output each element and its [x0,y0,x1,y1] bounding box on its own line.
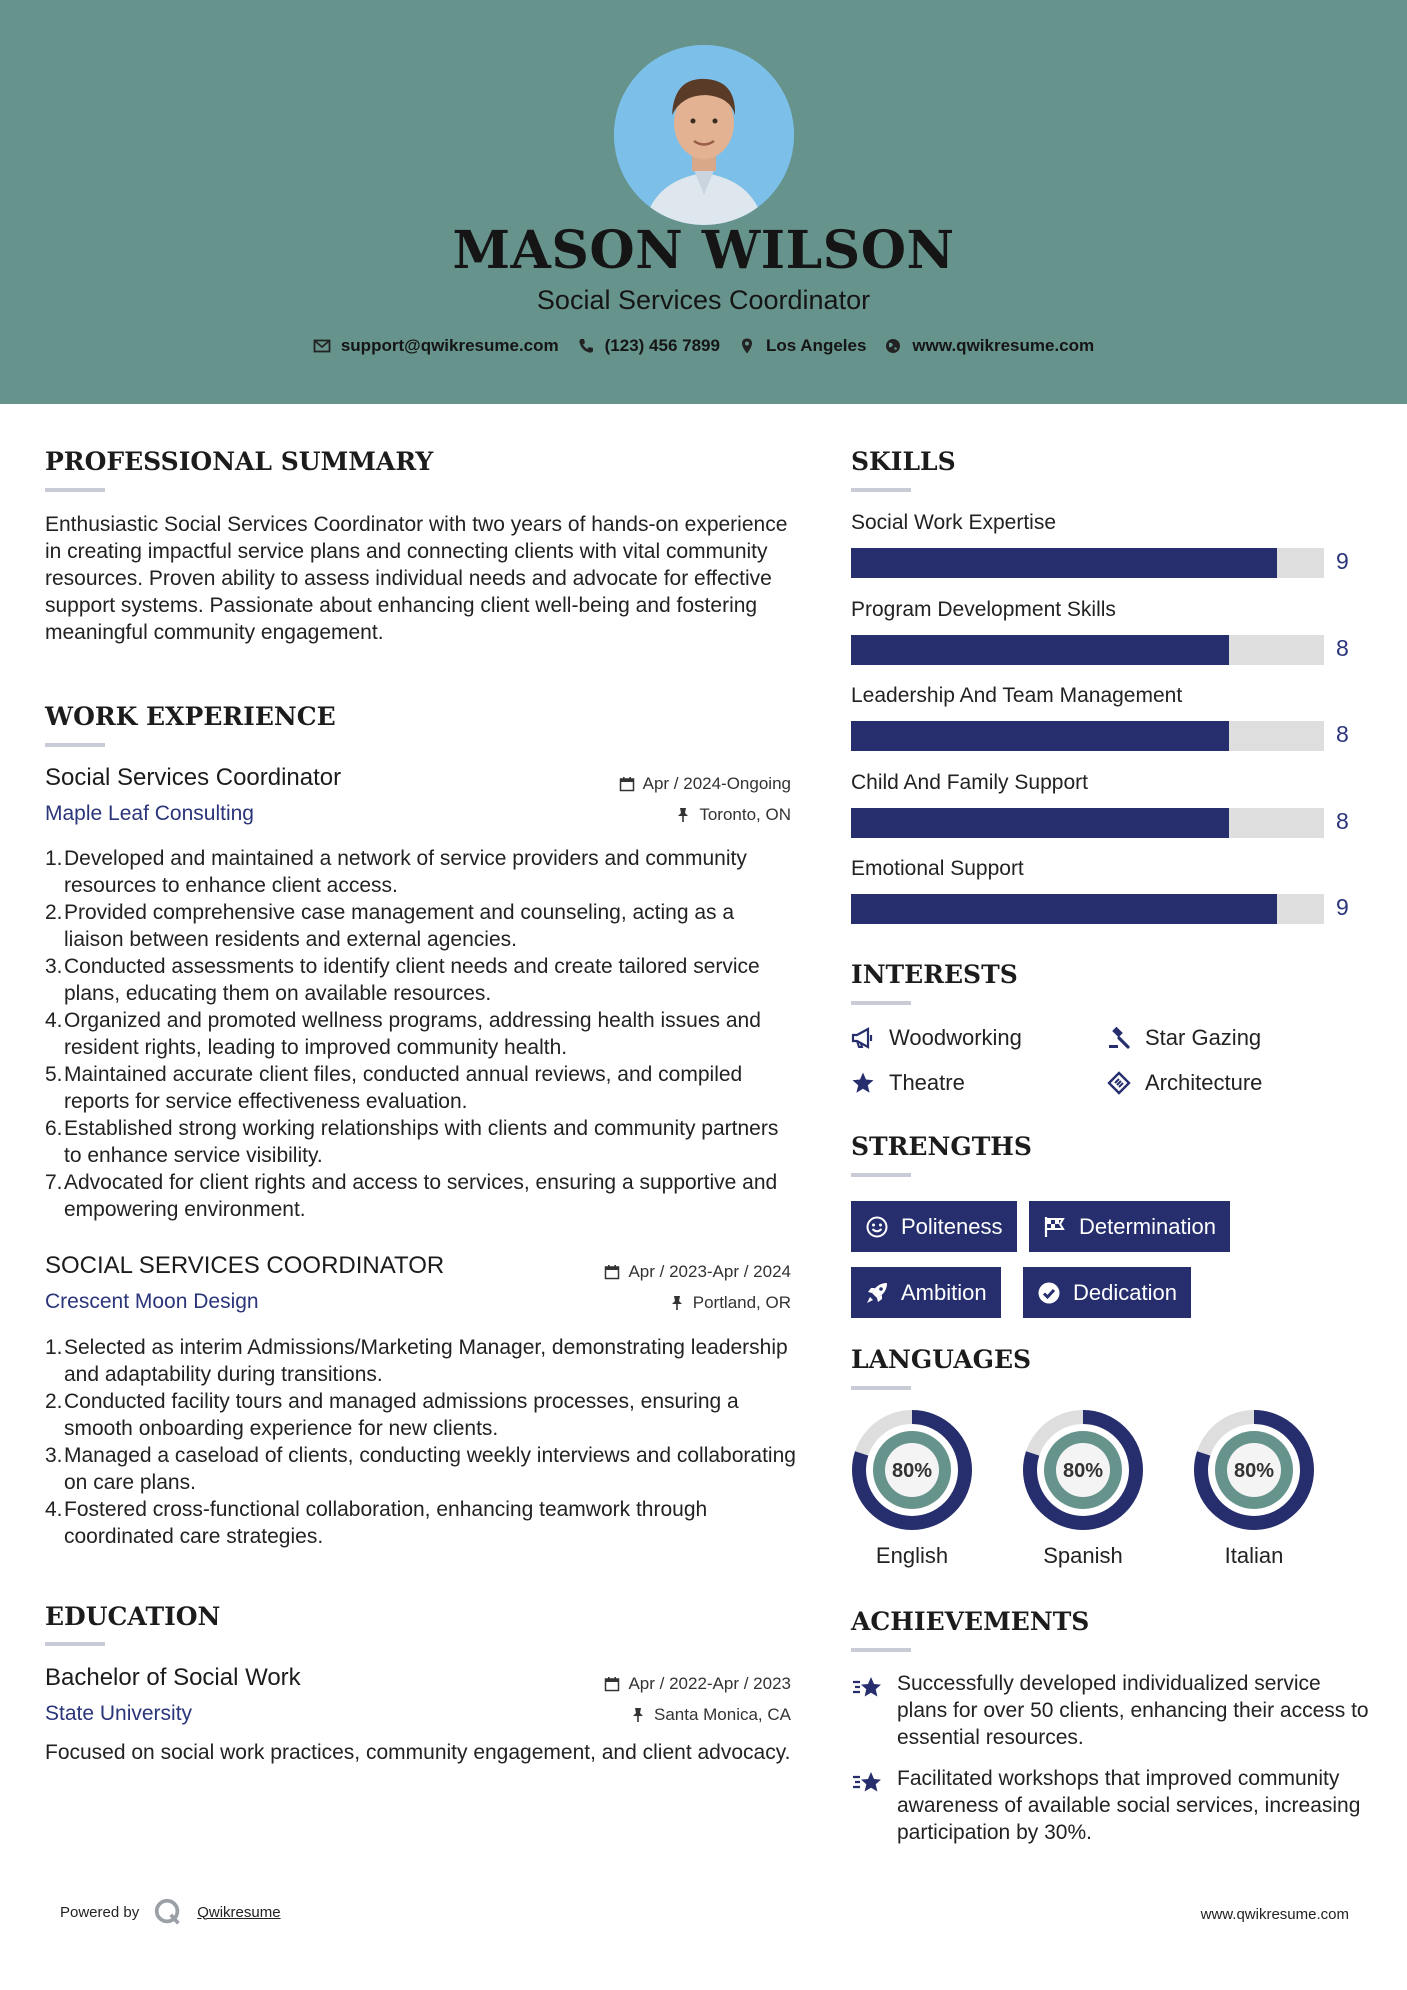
list-item: 1. Selected as interim Admissions/Marketing Manager, demonstrating leadership and adaptability during transitions. [45,1336,788,1386]
list-item: 6. Established strong working relationships with clients and community partners to enhance service visibility. [45,1117,779,1167]
list-item: 3. Conducted assessments to identify client needs and create tailored service plans, educating them on available resources. [45,955,760,1005]
education-header [45,1662,791,1732]
interests-rule [851,1001,911,1005]
job-date [619,774,791,794]
language-item [1022,1409,1144,1569]
pushpin-icon [669,1295,685,1311]
skill-value: 8 [1336,721,1349,747]
language-name: Spanish [1043,1543,1123,1568]
skill-bar [851,721,1324,751]
website-text: www.qwikresume.com [912,336,1095,355]
skill-label: Program Development Skills [851,597,1116,621]
powered-by-text: Powered by [60,1903,140,1921]
contact-website[interactable] [884,336,1094,356]
education-date [604,1674,791,1694]
qwikresume-logo-icon [153,1897,183,1927]
job-company: Crescent Moon Design [45,1290,259,1313]
job-location-text: Portland, OR [692,1293,791,1312]
job-location [675,805,791,825]
contact-phone[interactable] [577,336,720,356]
phone-text: (123) 456 7899 [604,336,720,355]
job-header [45,1250,791,1320]
strengths-heading: STRENGTHS [851,1132,1032,1161]
achievement-item: Successfully developed individualized service plans for over 50 clients, enhancing their access to essential resources. [851,1670,1371,1751]
education-rule [45,1642,105,1646]
calendar-icon [604,1676,620,1692]
degree-title: Bachelor of Social Work [45,1664,301,1691]
job-location [669,1293,791,1313]
school-name: State University [45,1702,193,1725]
strengths-rule [851,1173,911,1177]
job-title: Social Services Coordinator [45,764,342,791]
job-duties-list [45,845,797,1223]
gavel-icon [1107,1026,1131,1050]
interest-item: Woodworking [851,1025,1022,1051]
summary-rule [45,488,105,492]
language-donut [1193,1409,1315,1531]
experience-heading: WORK EXPERIENCE [45,702,336,731]
map-pin-icon [738,337,756,355]
language-item [851,1409,973,1569]
person-portrait-icon [614,45,794,225]
job-date [604,1262,791,1282]
job-location-text: Toronto, ON [699,805,791,824]
skill-label: Leadership And Team Management [851,684,1183,707]
smile-icon [865,1215,889,1239]
job-company: Maple Leaf Consulting [45,802,254,825]
skill-bar [851,894,1324,924]
summary-text: Enthusiastic Social Services Coordinator with two years of hands-on experience in creating impactful service plans and connecting clients with vital community resources. Proven ability to assess individual needs and advocate for effective support systems. Passionate about enhancing client well-being and fostering meaningful community engagement. [45,513,788,644]
language-item [1193,1409,1315,1569]
skill-value: 8 [1336,807,1349,834]
globe-icon [884,337,902,355]
list-item: 3. Managed a caseload of clients, conducting weekly interviews and collaborating on care plans. [45,1444,796,1494]
education-date-text: Apr / 2022-Apr / 2023 [628,1674,791,1693]
languages-rule [851,1386,911,1390]
language-name: Italian [1224,1543,1284,1568]
summary-heading: PROFESSIONAL SUMMARY [45,447,434,476]
list-item: 4. Fostered cross-functional collaboration, enhancing teamwork through coordinated care strategies. [45,1498,708,1548]
footer-url[interactable]: www.qwikresume.com [1200,1906,1349,1923]
strength-badge: Dedication [1023,1267,1191,1318]
education-description: Focused on social work practices, community engagement, and client advocacy. [45,1741,791,1764]
education-location-text: Santa Monica, CA [653,1705,791,1724]
pushpin-icon [630,1707,646,1723]
interest-item: Star Gazing [1107,1025,1261,1051]
list-item: 1. Developed and maintained a network of service providers and community resources to enhance client access. [45,847,747,897]
contact-bar [0,336,1407,356]
envelope-icon [313,337,331,355]
donut-label: 80% [1233,1460,1275,1482]
list-item: 4. Organized and promoted wellness programs, addressing health issues and resident rights, leading to improved community health. [45,1009,761,1059]
rocket-icon [865,1281,889,1305]
skill-value: 9 [1336,548,1349,574]
experience-rule [45,743,105,747]
education-heading: EDUCATION [45,1602,221,1631]
job-header [45,762,791,832]
job-duties-list [45,1334,797,1550]
skill-bar [851,808,1324,838]
list-item: 5. Maintained accurate client files, conducted annual reviews, and compiled reports for service effectiveness evaluation. [45,1063,743,1113]
pushpin-icon [675,807,691,823]
location-text: Los Angeles [765,336,867,355]
list-item: 2. Conducted facility tours and managed admissions processes, ensuring a smooth onboarding experience for new clients. [45,1390,739,1440]
star-trail-icon [851,1672,883,1704]
list-item: 2. Provided comprehensive case management and counseling, acting as a liaison between residents and external agencies. [45,901,735,951]
profile-photo [614,45,794,225]
candidate-name: MASON WILSON [452,220,955,281]
skill-label: Social Work Expertise [851,511,1057,534]
languages-heading: LANGUAGES [851,1345,1032,1374]
skill-bar-fill [851,721,1229,751]
language-donut [1022,1409,1144,1531]
donut-label: 80% [1062,1460,1104,1482]
footer-powered-by [60,1897,281,1927]
calendar-icon [619,776,635,792]
skills-rule [851,488,911,492]
star-icon [851,1071,875,1095]
skill-value: 8 [1336,634,1349,661]
megaphone-icon [851,1026,875,1050]
ticket-icon [1107,1071,1131,1095]
interests-heading: INTERESTS [851,960,1018,989]
list-item: 7. Advocated for client rights and access to services, ensuring a supportive and empowering environment. [45,1171,778,1221]
job-title: SOCIAL SERVICES COORDINATOR [45,1252,445,1279]
strength-badge: Determination [1029,1201,1230,1252]
skill-bar [851,635,1324,665]
achievements-heading: ACHIEVEMENTS [851,1607,1090,1636]
skill-bar-fill [851,808,1229,838]
check-circle-icon [1037,1281,1061,1305]
contact-location [738,336,866,356]
calendar-icon [604,1264,620,1280]
skill-label: Child And Family Support [851,770,1088,794]
candidate-role: Social Services Coordinator [536,285,871,315]
contact-email[interactable] [313,336,559,356]
skill-bar-fill [851,894,1277,924]
resume-header [0,0,1407,404]
skill-bar-fill [851,548,1277,578]
job-date-text: Apr / 2024-Ongoing [642,774,791,793]
skill-value: 9 [1336,894,1349,920]
strength-badge: Ambition [851,1267,1001,1318]
skills-heading: SKILLS [851,447,956,476]
brand-link[interactable]: Qwikresume [197,1903,281,1921]
strength-badge: Politeness [851,1201,1017,1252]
donut-label: 80% [891,1460,933,1482]
email-text: support@qwikresume.com [340,336,559,355]
achievements-rule [851,1648,911,1652]
skill-label: Emotional Support [851,857,1024,880]
skill-bar [851,548,1324,578]
skill-bar-fill [851,635,1229,665]
language-name: English [875,1543,949,1568]
phone-icon [577,337,595,355]
flag-icon [1043,1215,1067,1239]
interest-item: Theatre [851,1070,965,1096]
star-trail-icon [851,1767,883,1799]
achievement-item: Facilitated workshops that improved community awareness of available social services, increasing participation by 30%. [851,1765,1371,1846]
job-date-text: Apr / 2023-Apr / 2024 [628,1262,791,1281]
interest-item: Architecture [1107,1070,1262,1096]
language-donut [851,1409,973,1531]
education-location [630,1705,791,1725]
